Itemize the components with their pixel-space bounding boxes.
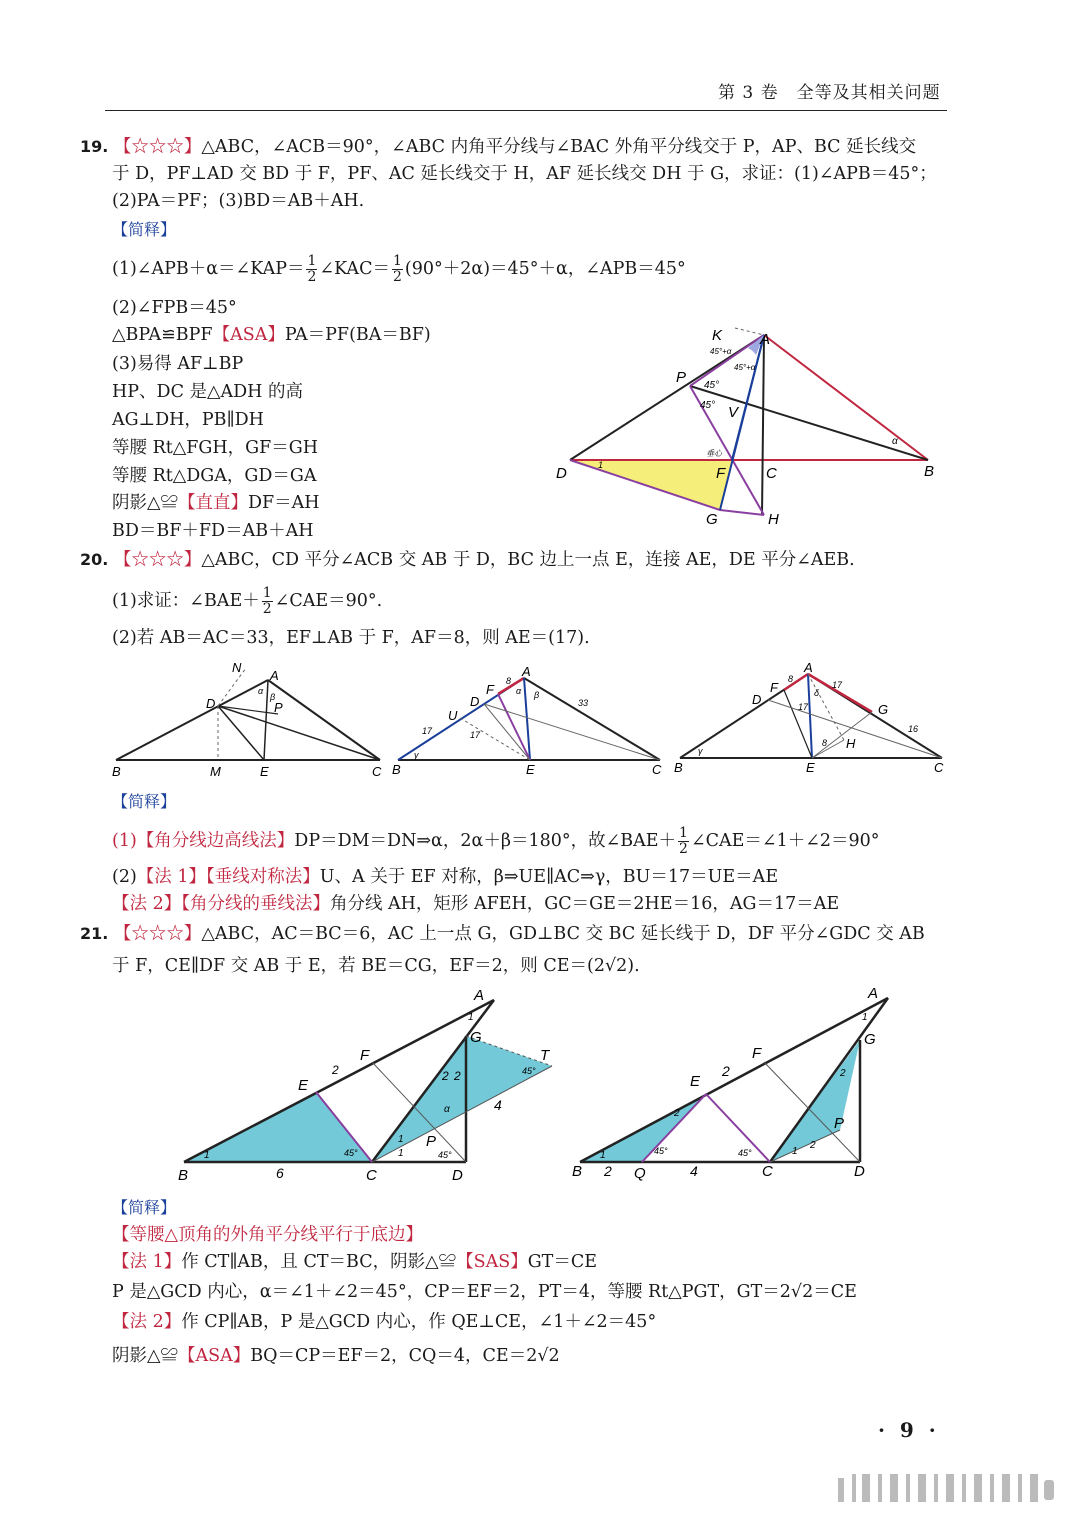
q21b-45b: 45° (654, 1146, 668, 1156)
q21b-1a: 1 (600, 1150, 606, 1161)
q21a-1b: 1 (468, 1012, 474, 1023)
q19-sol1 (112, 254, 686, 285)
q19-label-D: D (556, 465, 567, 482)
frac-num: 1 (679, 825, 688, 841)
q20b-U: U (448, 708, 458, 723)
q19-sol2: (2)∠FPB＝45° (112, 298, 237, 318)
q20-stars: 【☆☆☆】 (113, 550, 202, 570)
q21a-2a: 2 (332, 1063, 339, 1077)
q21a-P: P (426, 1133, 437, 1150)
q21-tag-asa: 【ASA】 (177, 1346, 251, 1366)
q20b-gamma: γ (414, 750, 419, 760)
q20b-C: C (652, 762, 662, 777)
q20c-FE (784, 690, 812, 758)
q21-jianshi: 【简释】 (112, 1198, 177, 1217)
q21a-alpha: α (444, 1104, 450, 1115)
q19-line-GH (720, 510, 764, 515)
q21b-2d: 2 (840, 1068, 846, 1079)
q19-angle1: 45°+α (710, 347, 732, 356)
q20c-D: D (752, 692, 762, 707)
q19-sol10: BD＝BF＋FD＝AB＋AH (112, 521, 314, 541)
q21-line2: 于 F，CE∥DF 交 AB 于 E，若 BE＝CG，EF＝2，则 CE＝(2√2). (112, 956, 640, 976)
q20a-AE (264, 680, 268, 760)
frac-num: 1 (392, 253, 402, 269)
q21b-E: E (690, 1073, 701, 1090)
q20b-beta: β (534, 690, 540, 700)
q20a-C: C (372, 764, 382, 779)
q19-label-H: H (768, 511, 779, 528)
q19-line-AC (762, 335, 764, 515)
q20c-E: E (806, 760, 815, 775)
fraction-half (306, 254, 317, 285)
q21b-A: A (868, 985, 879, 1002)
q20-l2b: ∠CAE＝90°. (274, 591, 383, 611)
fraction-half (678, 826, 689, 857)
q21b-1b: 1 (862, 1012, 868, 1023)
q19-label-P: P (676, 369, 687, 386)
q20c-AE (808, 674, 812, 758)
q19-sol3b: PA＝PF(BA＝BF) (284, 325, 431, 345)
q21-sol4a: 阴影△≌ (112, 1346, 178, 1366)
frac-den: 2 (307, 269, 317, 285)
q20c-B: B (674, 760, 683, 775)
q20c-EG (812, 712, 872, 758)
q19-jianshi: 【简释】 (112, 220, 177, 239)
q20b-DC (484, 704, 660, 760)
q21a-1c: 1 (398, 1134, 404, 1145)
q21b-4: 4 (690, 1163, 698, 1179)
q20a-beta: β (270, 692, 276, 702)
q19-sol1a: (1)∠APB＋α＝∠KAP＝ (112, 259, 305, 279)
q19-text1: △ABC，∠ACB＝90°，∠ABC 内角平分线与∠BAC 外角平分线交于 P，AP、BC 延长线交 (201, 137, 917, 157)
q21a-C: C (366, 1167, 377, 1184)
q21a-6: 6 (276, 1165, 284, 1181)
q21b-F: F (752, 1045, 762, 1062)
q21a-A: A (474, 987, 485, 1004)
q21b-AC (770, 998, 888, 1162)
q21a-1a: 1 (204, 1150, 210, 1161)
q20-tag2: 【法 1】【垂线对称法】 (136, 867, 320, 887)
q19-sol3 (112, 323, 431, 347)
q20a-alpha: α (258, 686, 264, 696)
q20c-G: G (878, 702, 889, 717)
q19-angle2: 45°+α (734, 363, 756, 372)
frac-den: 2 (262, 601, 272, 617)
q21-tag-fa1: 【法 1】 (112, 1252, 182, 1272)
q20-l2a: (1)求证：∠BAE＋ (112, 591, 260, 611)
q21b-45a: 45° (738, 1148, 752, 1158)
q20b-33: 33 (578, 698, 589, 708)
q21a-45b: 45° (438, 1150, 452, 1160)
q20-line3: (2)若 AB＝AC＝33，EF⊥AB 于 F，AF＝8，则 AE＝(17). (112, 628, 590, 648)
q21-tag-fa2: 【法 2】 (112, 1312, 182, 1332)
frac-den: 2 (679, 841, 688, 857)
q20c-H: H (846, 736, 856, 751)
q20a-B: B (112, 764, 121, 779)
q19-line2: 于 D，PF⊥AD 交 BD 于 F，PF、AC 延长线交于 H，AF 延长线交 DH 于 G，求证：(1)∠APB＝45°； (112, 164, 937, 184)
q20-number: 20. (80, 550, 109, 569)
q20b-17b: 17 (470, 730, 481, 740)
q20a-D: D (206, 696, 216, 711)
q19-line1 (80, 135, 916, 159)
q20a-DC (218, 706, 380, 760)
q21b-1c: 1 (792, 1146, 798, 1157)
q19-sol8: 等腰 Rt△DGA，GD＝GA (112, 466, 317, 486)
q20b-8: 8 (506, 676, 512, 686)
q21a-45a: 45° (344, 1148, 358, 1158)
q21-sol1a: 作 CT∥AB，且 CT＝BC，阴影△≌ (181, 1252, 457, 1272)
q19-sol4: (3)易得 AF⊥BP (112, 354, 244, 374)
q20b-A: A (522, 664, 531, 679)
q21a-4: 4 (494, 1097, 502, 1113)
q20b-alpha: α (516, 686, 522, 696)
q20a-N: N (232, 660, 242, 675)
q21-sol4 (112, 1344, 560, 1368)
q20c-17a: 17 (832, 680, 843, 690)
q19-sol9b: DF＝AH (247, 493, 320, 513)
q21-figure-b (570, 982, 900, 1182)
q19-sol9 (112, 491, 320, 515)
q19-label-C: C (766, 465, 777, 482)
q20-sol2text: U、A 关于 EF 对称，β⇒UE∥AC⇒γ，BU＝17＝UE＝AE (319, 867, 779, 887)
q21-sol3text: 作 CP∥AB，P 是△GCD 内心，作 QE⊥CE，∠1＋∠2＝45° (181, 1312, 657, 1332)
q20c-A: A (804, 660, 813, 675)
q19-sol3a: △BPA≌BPF (112, 325, 213, 345)
q20-figure-b (390, 662, 670, 778)
q19-center: 垂心 (706, 449, 722, 458)
q21-text1: △ABC，AC＝BC＝6，AC 上一点 G，GD⊥BC 交 BC 延长线于 D，DF 平分∠GDC 交 AB (201, 924, 925, 944)
q20a-BA (116, 680, 268, 760)
q21a-T: T (540, 1047, 550, 1064)
q20b-E: E (526, 762, 535, 777)
q19-label-G: G (706, 511, 718, 528)
q21a-2b: 2 (442, 1069, 449, 1083)
q20-sol1 (112, 826, 880, 857)
q20-line2 (112, 586, 382, 617)
frac-num: 1 (307, 253, 317, 269)
q20c-F: F (770, 680, 778, 695)
q19-label-A: A (760, 331, 771, 348)
q20-text1: △ABC，CD 平分∠ACB 交 AB 于 D，BC 边上一点 E，连接 AE，DE 平分∠AEB. (201, 550, 855, 570)
q21b-G: G (864, 1031, 876, 1048)
q21-stars: 【☆☆☆】 (113, 924, 202, 944)
q21b-Q: Q (634, 1165, 646, 1182)
q21-tag-sas: 【SAS】 (456, 1252, 528, 1272)
q20-jianshi: 【简释】 (112, 792, 177, 811)
q19-tag-asa: 【ASA】 (212, 325, 285, 345)
q21-sol1 (112, 1250, 597, 1274)
q21a-D: D (452, 1167, 463, 1184)
q19-label-V: V (728, 404, 739, 421)
q21a-2c: 2 (454, 1069, 461, 1083)
q20a-M: M (210, 764, 221, 779)
q19-a45: 45° (704, 380, 720, 391)
q21b-P: P (834, 1115, 845, 1132)
q19-figure (550, 320, 950, 530)
q19-tag-zhizhi: 【直直】 (177, 493, 248, 513)
q21-sol2: P 是△GCD 内心，α＝∠1＋∠2＝45°，CP＝EF＝2，PT＝4，等腰 Rt△PGT，GT＝2√2＝CE (112, 1282, 857, 1302)
q19-b45: 45° (700, 400, 716, 411)
q20-tag1: (1)【角分线边高线法】 (112, 831, 295, 851)
frac-den: 2 (392, 269, 402, 285)
q20a-E: E (260, 764, 269, 779)
q21-sol3 (112, 1310, 656, 1334)
q21a-E: E (298, 1077, 309, 1094)
running-header: 第 3 卷 全等及其相关问题 (718, 83, 941, 103)
q19-sol1c: (90°＋2α)＝45°＋α，∠APB＝45° (404, 259, 686, 279)
q20c-C: C (934, 760, 944, 775)
q21b-C: C (762, 1163, 773, 1180)
q19-line3: (2)PA＝PF；(3)BD＝AB＋AH. (112, 191, 365, 211)
q20-sol1b: ∠CAE＝∠1＋∠2＝90° (690, 831, 880, 851)
q20-sol1a: DP＝DM＝DN⇒α，2α＋β＝180°，故∠BAE＋ (294, 831, 677, 851)
q20-sol2 (112, 865, 778, 889)
q19-stars: 【☆☆☆】 (113, 137, 202, 157)
q21-sol4b: BQ＝CP＝EF＝2，CQ＝4，CE＝2√2 (250, 1346, 560, 1366)
q20-tag3: 【法 2】【角分线的垂线法】 (112, 894, 330, 914)
q21a-F: F (360, 1047, 370, 1064)
q21b-2c: 2 (674, 1108, 680, 1119)
q21b-2b: 2 (604, 1163, 612, 1179)
q20b-AC (524, 678, 660, 760)
q19-line-DA (570, 335, 764, 460)
fraction-half (392, 254, 403, 285)
q20-sol3text: 角分线 AH，矩形 AFEH，GC＝GE＝2HE＝16，AG＝17＝AE (329, 894, 840, 914)
q19-sol5: HP、DC 是△ADH 的高 (112, 382, 303, 402)
q19-sol1b: ∠KAC＝ (319, 259, 390, 279)
q20c-EH (812, 740, 844, 758)
q19-one: 1 (598, 460, 604, 470)
fraction-half (262, 586, 273, 617)
q19-line-AB (764, 335, 928, 460)
q19-alpha: α (892, 436, 898, 447)
q19-label-B: B (924, 463, 935, 480)
frac-num: 1 (262, 585, 272, 601)
page-number: · 9 · (878, 1418, 940, 1442)
q20-figure-c (672, 660, 952, 776)
watermark-barcode-icon (838, 1470, 1058, 1510)
q20c-8a: 8 (788, 674, 794, 684)
q19-label-F: F (716, 465, 726, 482)
q21b-B: B (572, 1163, 583, 1180)
q21b-2a: 2 (722, 1063, 730, 1079)
q20c-8b: 8 (822, 738, 828, 748)
q20c-17b: 17 (798, 702, 809, 712)
q19-sol9a: 阴影△≌ (112, 493, 178, 513)
q20-line1 (80, 548, 855, 572)
q21b-2e: 2 (810, 1140, 816, 1151)
q20b-17a: 17 (422, 726, 433, 736)
q20b-F: F (486, 682, 494, 697)
q20c-16: 16 (908, 724, 919, 734)
q19-sol6: AG⊥DH，PB∥DH (112, 410, 264, 430)
q19-number: 19. (80, 137, 109, 156)
q20b-B: B (392, 762, 401, 777)
q21-sol0: 【等腰△顶角的外角平分线平行于底边】 (112, 1225, 423, 1245)
q20a-A: A (270, 668, 279, 683)
q21-figure-a (176, 986, 566, 1186)
q21a-B: B (178, 1167, 189, 1184)
q20-sol3 (112, 892, 839, 916)
q21a-1d: 1 (398, 1148, 404, 1159)
q19-sol7: 等腰 Rt△FGH，GF＝GH (112, 438, 318, 458)
q20c-delta: δ (814, 688, 820, 698)
q20a-AC (268, 680, 380, 760)
header-rule (105, 110, 947, 111)
q20b-D: D (470, 694, 480, 709)
q20a-DP (218, 706, 278, 714)
q20-sol2pre: (2) (112, 867, 137, 887)
q21a-G: G (470, 1029, 482, 1046)
q20c-gamma: γ (698, 746, 703, 756)
q20a-P: P (274, 700, 283, 715)
q21a-45c: 45° (522, 1066, 536, 1076)
q20-figure-a (108, 658, 388, 778)
q21-line1 (80, 922, 925, 946)
q19-label-K: K (712, 327, 723, 344)
q21-number: 21. (80, 924, 109, 943)
q21b-D: D (854, 1163, 865, 1180)
q21-sol1b: GT＝CE (527, 1252, 598, 1272)
